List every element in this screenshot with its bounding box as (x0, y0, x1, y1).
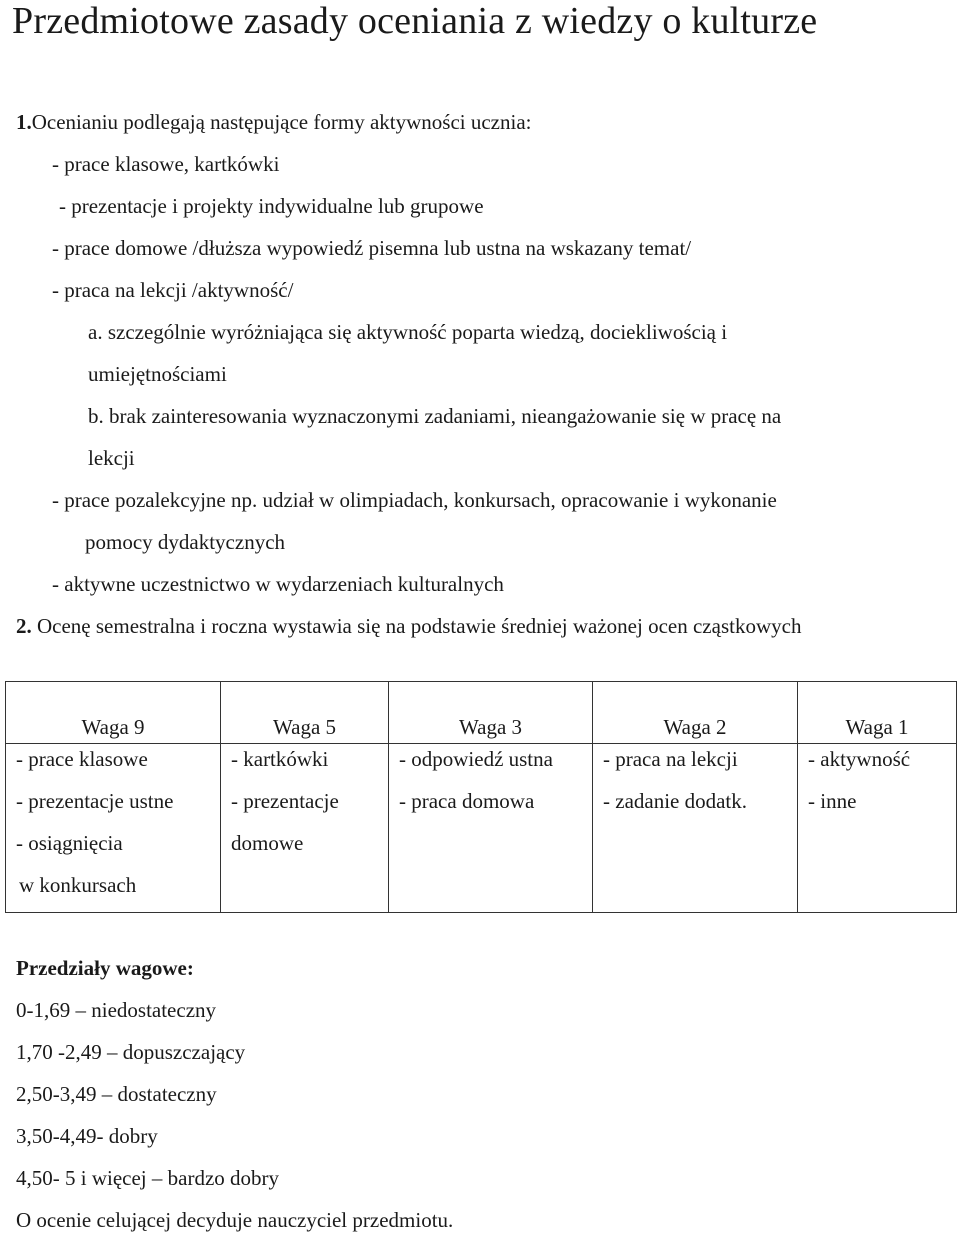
sub-item-a-continued: umiejętnościami (88, 362, 227, 386)
range-item: 2,50-3,49 – dostateczny (16, 1082, 217, 1106)
table-header-row (6, 682, 957, 744)
cell-text: - zadanie dodatk. (603, 789, 748, 813)
list-item-continued: pomocy dydaktycznych (85, 530, 286, 554)
cell-text: w konkursach (19, 873, 137, 897)
range-item: 4,50- 5 i więcej – bardzo dobry (16, 1166, 280, 1190)
cell-text: domowe (231, 831, 304, 855)
table-header-cell: Waga 5 (221, 682, 389, 744)
cell-text: - odpowiedź ustna (399, 747, 553, 771)
table-row (6, 744, 957, 913)
section-number: 2. (16, 614, 32, 638)
sub-item-b-continued: lekcji (88, 446, 135, 470)
list-item: - prace klasowe, kartkówki (52, 152, 280, 176)
cell-text: - prezentacje (231, 789, 339, 813)
table-header-cell: Waga 1 (798, 682, 957, 744)
table-cell-weight-1 (798, 744, 957, 913)
table-header-cell: Waga 9 (6, 682, 221, 744)
cell-text: - prace klasowe (16, 747, 148, 771)
section-heading-text: Ocenianiu podlegają następujące formy aktywności ucznia: (31, 110, 532, 134)
table-cell-weight-2 (593, 744, 798, 913)
sub-item-a: a. szczególnie wyróżniająca się aktywność poparta wiedzą, dociekliwością i (88, 320, 728, 344)
range-item: 1,70 -2,49 – dopuszczający (16, 1040, 246, 1064)
ranges-heading (16, 955, 194, 981)
section-number: 1. (16, 110, 32, 134)
range-item: 0-1,69 – niedostateczny (16, 998, 217, 1022)
ranges-heading-text: Przedziały wagowe: (16, 956, 194, 980)
list-item: - prace domowe /dłuższa wypowiedź pisemna lub ustna na wskazany temat/ (52, 236, 692, 260)
table-cell-weight-3 (389, 744, 593, 913)
section-1-heading (16, 109, 531, 135)
cell-text: - inne (808, 789, 857, 813)
table-header-cell: Waga 2 (593, 682, 798, 744)
sub-item-b: b. brak zainteresowania wyznaczonymi zadaniami, nieangażowanie się w pracę na (88, 404, 782, 428)
cell-text: - praca na lekcji (603, 747, 738, 771)
list-item: - praca na lekcji /aktywność/ (52, 278, 294, 302)
cell-text: - osiągnięcia (16, 831, 123, 855)
table-cell-weight-5 (221, 744, 389, 913)
list-item: - prezentacje i projekty indywidualne lub grupowe (59, 194, 484, 218)
cell-text: - prezentacje ustne (16, 789, 174, 813)
section-2-body: Ocenę semestralna i roczna wystawia się na podstawie średniej ważonej ocen cząstkowych (37, 614, 802, 638)
weights-table (5, 681, 957, 913)
list-item: - prace pozalekcyjne np. udział w olimpiadach, konkursach, opracowanie i wykonanie (52, 488, 777, 512)
footer-note: O ocenie celującej decyduje nauczyciel przedmiotu. (16, 1208, 454, 1232)
page-title: Przedmiotowe zasady oceniania z wiedzy o kulturze (12, 0, 818, 42)
list-item: - aktywne uczestnictwo w wydarzeniach kulturalnych (52, 572, 504, 596)
cell-text: - praca domowa (399, 789, 535, 813)
table-cell-weight-9 (6, 744, 221, 913)
cell-text: - kartkówki (231, 747, 329, 771)
section-2-text (16, 613, 801, 639)
cell-text: - aktywność (808, 747, 911, 771)
table-header-cell: Waga 3 (389, 682, 593, 744)
range-item: 3,50-4,49- dobry (16, 1124, 158, 1148)
